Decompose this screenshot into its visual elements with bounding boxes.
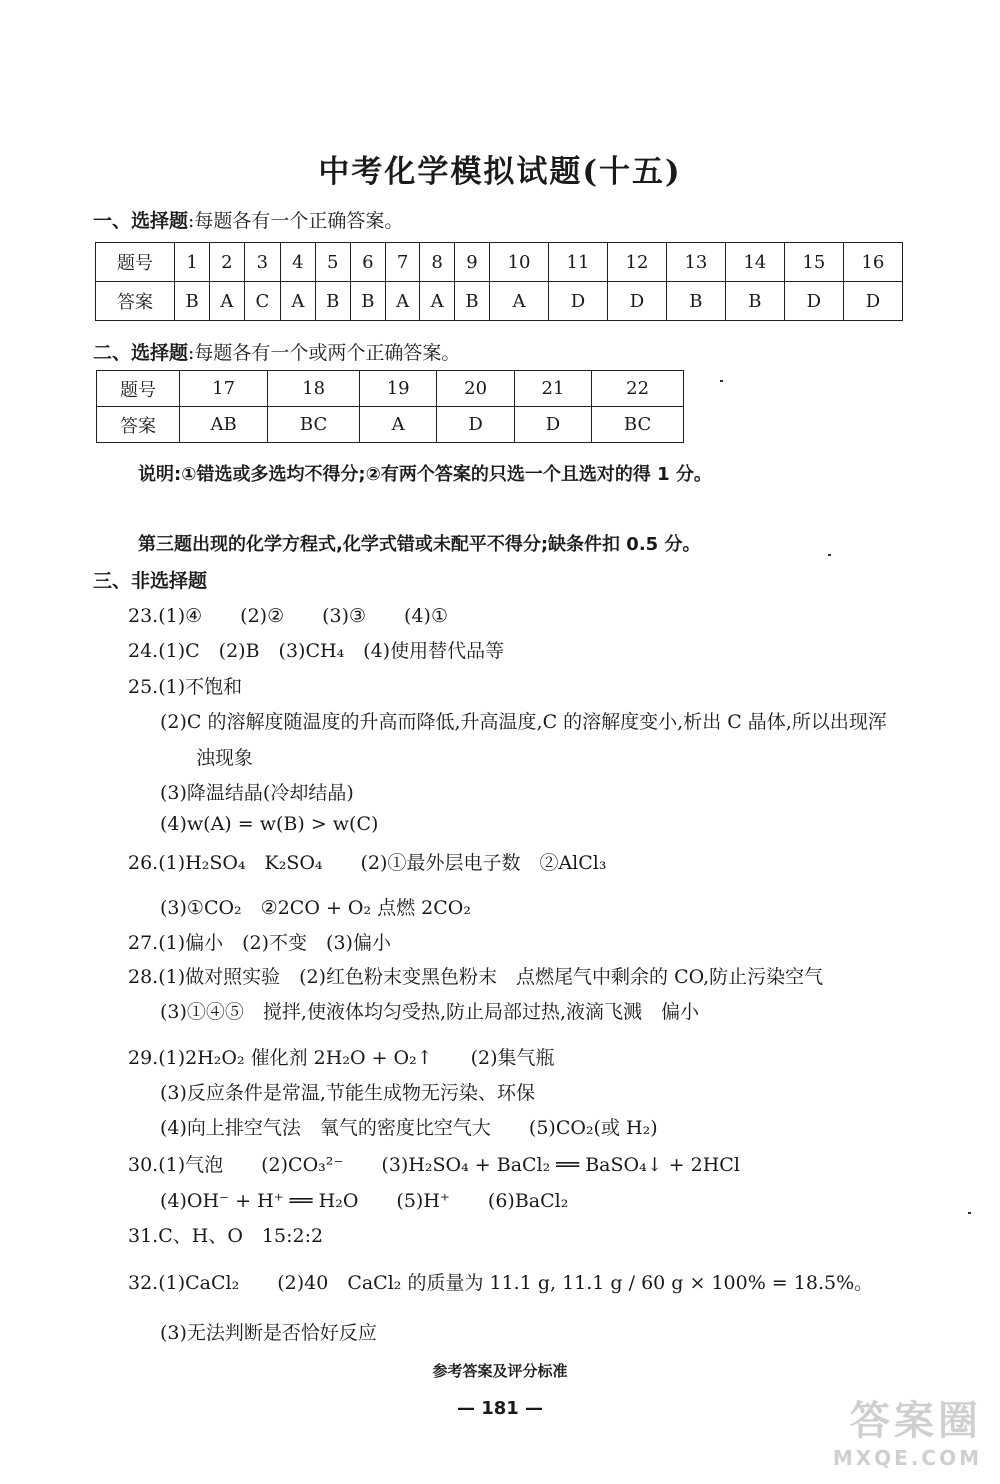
page-number: — 181 — bbox=[456, 1398, 544, 1419]
table-cell: BC bbox=[268, 407, 360, 443]
answer-line: 32.(1)CaCl₂ (2)40 CaCl₂ 的质量为 11.1 g, 11.1 g / 60 g × 100% = 18.5%。 bbox=[128, 1272, 874, 1294]
answer-line: 23.(1)④ (2)② (3)③ (4)① bbox=[128, 605, 449, 627]
table-cell: 20 bbox=[437, 371, 514, 407]
table-cell: A bbox=[359, 407, 436, 443]
scoring-note-1: 说明:①错选或多选均不得分;②有两个答案的只选一个且选对的得 1 分。 bbox=[138, 464, 712, 485]
answer-line: 25.(1)不饱和 bbox=[128, 676, 243, 698]
table-cell: D bbox=[514, 407, 591, 443]
table-cell: 4 bbox=[281, 243, 316, 282]
answer-line: (3)降温结晶(冷却结晶) bbox=[160, 782, 354, 804]
scan-speck bbox=[828, 554, 831, 556]
table-cell: 15 bbox=[784, 243, 843, 282]
answer-line: 27.(1)偏小 (2)不变 (3)偏小 bbox=[128, 932, 391, 954]
answer-line: (3)无法判断是否恰好反应 bbox=[160, 1322, 377, 1344]
table-cell: 19 bbox=[359, 371, 436, 407]
table-cell: 21 bbox=[514, 371, 591, 407]
table-cell: D bbox=[607, 282, 666, 321]
table-row-answers bbox=[96, 282, 903, 321]
table-cell: 6 bbox=[350, 243, 385, 282]
table-cell: B bbox=[350, 282, 385, 321]
table-header-cell: 题号 bbox=[97, 371, 180, 407]
page-title: 中考化学模拟试题(十五) bbox=[318, 154, 682, 190]
answer-line: 28.(1)做对照实验 (2)红色粉末变黑色粉末 点燃尾气中剩余的 CO,防止污染空气 bbox=[128, 966, 824, 988]
watermark-url: MXQE.COM bbox=[832, 1446, 982, 1470]
table-cell: D bbox=[437, 407, 514, 443]
table-cell: AB bbox=[180, 407, 268, 443]
table-cell: A bbox=[210, 282, 245, 321]
answer-line: (3)①④⑤ 搅拌,使液体均匀受热,防止局部过热,液滴飞溅 偏小 bbox=[160, 1001, 700, 1023]
answer-line: (4)向上排空气法 氧气的密度比空气大 (5)CO₂(或 H₂) bbox=[160, 1117, 658, 1139]
answer-line: (3)①CO₂ ②2CO + O₂ 点燃 2CO₂ bbox=[160, 897, 472, 919]
table-cell: A bbox=[385, 282, 420, 321]
scoring-note-2: 第三题出现的化学方程式,化学式错或未配平不得分;缺条件扣 0.5 分。 bbox=[138, 534, 701, 555]
footer-caption: 参考答案及评分标准 bbox=[432, 1362, 568, 1380]
scan-speck bbox=[968, 1212, 971, 1214]
table-cell: D bbox=[784, 282, 843, 321]
answer-line: (4)w(A) = w(B) > w(C) bbox=[160, 813, 379, 835]
table-cell: 11 bbox=[549, 243, 608, 282]
answer-line: (3)反应条件是常温,节能生成物无污染、环保 bbox=[160, 1082, 535, 1104]
watermark-text: 答案圈 bbox=[850, 1398, 982, 1444]
section-2-label: 二、选择题 bbox=[93, 342, 189, 364]
table-cell: 8 bbox=[420, 243, 455, 282]
table-cell: A bbox=[281, 282, 316, 321]
answer-line: 26.(1)H₂SO₄ K₂SO₄ (2)①最外层电子数 ②AlCl₃ bbox=[128, 852, 607, 874]
table-header-cell: 题号 bbox=[96, 243, 175, 282]
answer-line: 30.(1)气泡 (2)CO₃²⁻ (3)H₂SO₄ + BaCl₂ ══ BaSO₄↓ + 2HCl bbox=[128, 1154, 740, 1176]
table-cell: 14 bbox=[725, 243, 784, 282]
table-cell: BC bbox=[592, 407, 684, 443]
table-cell: 9 bbox=[454, 243, 489, 282]
table-cell: 16 bbox=[843, 243, 902, 282]
table-cell: B bbox=[666, 282, 725, 321]
table-cell: 2 bbox=[210, 243, 245, 282]
table-cell: D bbox=[549, 282, 608, 321]
table-cell: A bbox=[420, 282, 455, 321]
table-cell: 12 bbox=[607, 243, 666, 282]
table-row-answers bbox=[97, 407, 684, 443]
table-cell: B bbox=[315, 282, 350, 321]
table-cell: 5 bbox=[315, 243, 350, 282]
table-header-cell: 答案 bbox=[96, 282, 175, 321]
table-cell: B bbox=[175, 282, 210, 321]
table-cell: C bbox=[244, 282, 280, 321]
table-cell: B bbox=[725, 282, 784, 321]
table-cell: 3 bbox=[244, 243, 280, 282]
section-1-desc: :每题各有一个正确答案。 bbox=[188, 210, 404, 232]
watermark-logo bbox=[833, 1389, 982, 1470]
table-cell: 10 bbox=[490, 243, 549, 282]
answer-line: 29.(1)2H₂O₂ 催化剂 2H₂O + O₂↑ (2)集气瓶 bbox=[128, 1047, 555, 1069]
section-2-heading bbox=[93, 338, 460, 365]
section-1-label: 一、选择题 bbox=[93, 210, 189, 232]
table-cell: 1 bbox=[175, 243, 210, 282]
table-cell: 7 bbox=[385, 243, 420, 282]
table-cell: A bbox=[490, 282, 549, 321]
section-3-heading bbox=[93, 566, 207, 593]
section-3-label: 三、非选择题 bbox=[93, 570, 208, 592]
table-cell: 22 bbox=[592, 371, 684, 407]
answer-line: (2)C 的溶解度随温度的升高而降低,升高温度,C 的溶解度变小,析出 C 晶体,所以出现浑 bbox=[160, 711, 887, 733]
table-cell: D bbox=[843, 282, 902, 321]
scan-speck bbox=[720, 380, 723, 382]
section-2-desc: :每题各有一个或两个正确答案。 bbox=[188, 342, 461, 364]
table-cell: 17 bbox=[180, 371, 268, 407]
answer-table-1 bbox=[95, 242, 903, 321]
table-cell: B bbox=[454, 282, 489, 321]
answer-line: 浊现象 bbox=[196, 747, 254, 769]
table-row-numbers bbox=[97, 371, 684, 407]
table-header-cell: 答案 bbox=[97, 407, 180, 443]
answer-line: 31.C、H、O 15:2:2 bbox=[128, 1225, 324, 1247]
answer-line: 24.(1)C (2)B (3)CH₄ (4)使用替代品等 bbox=[128, 640, 505, 662]
answer-line: (4)OH⁻ + H⁺ ══ H₂O (5)H⁺ (6)BaCl₂ bbox=[160, 1190, 569, 1212]
section-1-heading bbox=[93, 206, 403, 233]
table-cell: 18 bbox=[268, 371, 360, 407]
table-row-numbers bbox=[96, 243, 903, 282]
answer-table-2 bbox=[96, 370, 684, 443]
table-cell: 13 bbox=[666, 243, 725, 282]
